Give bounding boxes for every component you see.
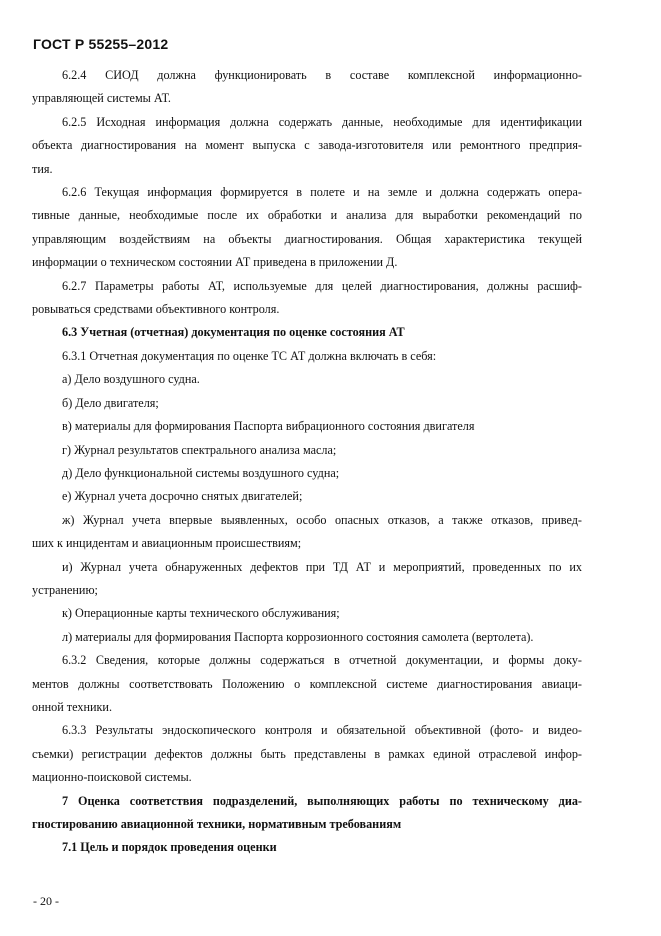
text-line: 6.2.5 Исходная информация должна содержать данные, необходимые для идентификации <box>62 114 582 129</box>
text-line: 6.3.3 Результаты эндоскопического контроля и обязательной объективной (фото- и видео- <box>62 723 582 738</box>
text-line: управляющей системы АТ. <box>32 91 171 106</box>
text-line: съемки) регистрации дефектов должны быть представлены в рамках единой отраслевой инфор- <box>32 746 582 761</box>
text-line: ших к инцидентам и авиационным происшествиям; <box>32 536 302 551</box>
text-line: ж) Журнал учета впервые выявленных, особо опасных отказов, а также отказов, привед- <box>62 512 582 527</box>
paragraph-6-2-6 <box>32 181 582 275</box>
text-line: 6.2.4 СИОД должна функционировать в составе комплексной информационно- <box>62 68 582 82</box>
text-line: объекта диагностирования на момент выпуска с завода-изготовителя или ремонтного предприя- <box>32 138 582 153</box>
list-item: л) материалы для формирования Паспорта коррозионного состояния самолета (вертолета). <box>62 629 534 644</box>
paragraph-6-2-7 <box>32 275 582 322</box>
text-line: 7 Оценка соответствия подразделений, выполняющих работы по техническому диа- <box>62 793 582 808</box>
text-line: управляющим воздействиям на объекты диагностирования. Общая характеристика текущей <box>32 231 582 246</box>
text-line: тивные данные, необходимые после их обработки и анализа для выработки рекомендаций по <box>32 208 582 223</box>
section-heading-6-3: 6.3 Учетная (отчетная) документация по оценке состояния АТ <box>62 325 405 340</box>
text-line: 6.2.7 Параметры работы АТ, используемые для целей диагностирования, должны расшиф- <box>62 278 582 293</box>
list-item: к) Операционные карты технического обслуживания; <box>62 606 340 621</box>
paragraph-6-3-1: 6.3.1 Отчетная документация по оценке ТС АТ должна включать в себя: <box>62 348 437 363</box>
section-heading-7-1: 7.1 Цель и порядок проведения оценки <box>62 840 277 855</box>
section-heading-7 <box>32 790 582 837</box>
text-line: ровываться средствами объективного контроля. <box>32 302 280 317</box>
document-header: ГОСТ Р 55255–2012 <box>33 36 169 52</box>
list-item: б) Дело двигателя; <box>62 395 159 410</box>
list-item <box>32 556 582 603</box>
list-item: д) Дело функциональной системы воздушного судна; <box>62 465 340 480</box>
text-line: гностированию авиационной техники, нормативным требованиям <box>32 817 402 831</box>
text-line: информации о техническом состоянии АТ приведена в приложении Д. <box>32 255 398 270</box>
text-line: и) Журнал учета обнаруженных дефектов при ТД АТ и мероприятий, проведенных по их <box>62 559 582 574</box>
text-line: 6.2.6 Текущая информация формируется в полете и на земле и должна содержать опера- <box>62 185 582 200</box>
paragraph-6-2-5 <box>32 111 582 181</box>
list-item: е) Журнал учета досрочно снятых двигателей; <box>62 489 303 504</box>
paragraph-6-3-2 <box>32 649 582 719</box>
page-number: - 20 - <box>33 894 59 908</box>
paragraph-6-3-3 <box>32 719 582 789</box>
text-line: устранению; <box>32 582 98 597</box>
list-item <box>32 509 582 556</box>
list-item: а) Дело воздушного судна. <box>62 372 200 387</box>
document-body <box>32 64 582 860</box>
paragraph-6-2-4 <box>32 64 582 111</box>
list-item: в) материалы для формирования Паспорта вибрационного состояния двигателя <box>62 419 475 434</box>
text-line: тия. <box>32 161 53 176</box>
text-line: 6.3.2 Сведения, которые должны содержаться в отчетной документации, и формы доку- <box>62 653 582 668</box>
list-item: г) Журнал результатов спектрального анализа масла; <box>62 442 337 457</box>
text-line: мационно-поисковой системы. <box>32 770 192 785</box>
text-line: онной техники. <box>32 699 113 714</box>
text-line: ментов должны соответствовать Положению о комплексной системе диагностирования авиаци- <box>32 676 582 691</box>
